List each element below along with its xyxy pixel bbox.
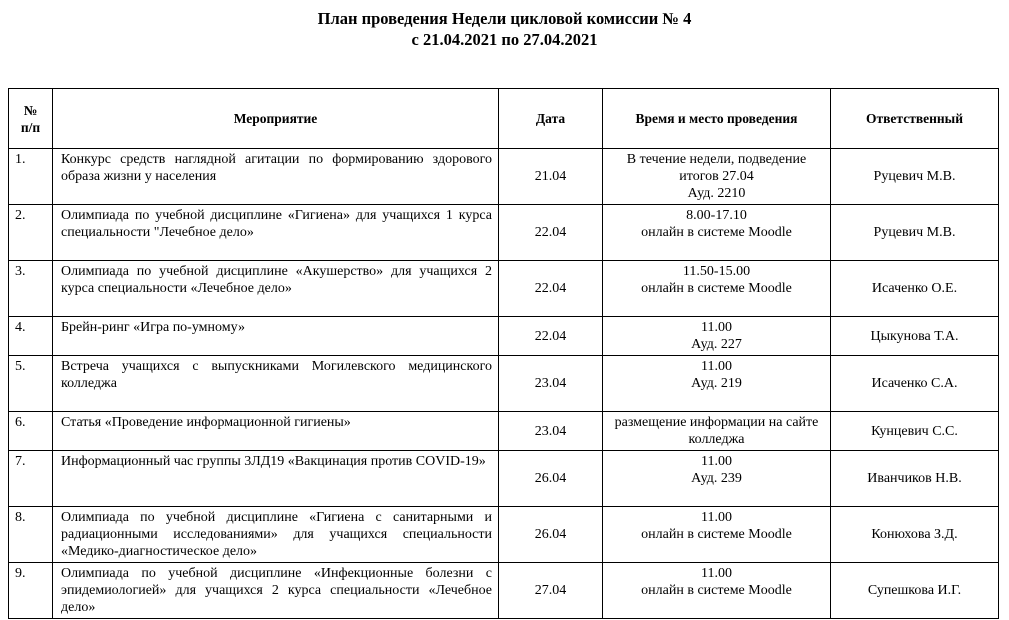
row-responsible: Цыкунова Т.А. xyxy=(831,317,999,356)
row-event: Брейн-ринг «Игра по-умному» xyxy=(53,317,499,356)
row-number: 5. xyxy=(9,356,53,412)
table-header-row xyxy=(9,89,999,149)
row-event: Встреча учащихся с выпускниками Могилевского медицинского колледжа xyxy=(53,356,499,412)
time-place-line: размещение информации на сайте колледжа xyxy=(614,415,819,447)
table-row xyxy=(9,317,999,356)
time-place-line: 11.00 xyxy=(701,510,732,525)
row-event: Олимпиада по учебной дисциплине «Инфекционные болезни с эпидемиологией» для учащихся 2 курса специальности «Лечебное дело» xyxy=(53,563,499,619)
header-num-line-2: п/п xyxy=(20,119,41,135)
row-time-place xyxy=(603,412,831,451)
events-table xyxy=(8,88,999,619)
row-time-place xyxy=(603,356,831,412)
row-time-place xyxy=(603,261,831,317)
title-line-1: План проведения Недели цикловой комиссии № 4 xyxy=(317,9,692,28)
time-place-line: 11.00 xyxy=(701,320,732,335)
row-responsible: Иванчиков Н.В. xyxy=(831,451,999,507)
row-date: 26.04 xyxy=(499,507,603,563)
row-date: 22.04 xyxy=(499,205,603,261)
row-number: 4. xyxy=(9,317,53,356)
row-event: Олимпиада по учебной дисциплине «Гигиена с санитарными и радиационными исследованиями» для учащихся специальности «Медико-диагностическое дело» xyxy=(53,507,499,563)
time-place-line: Ауд. 239 xyxy=(691,471,742,486)
row-date: 21.04 xyxy=(499,149,603,205)
row-responsible: Руцевич М.В. xyxy=(831,205,999,261)
time-place-line: онлайн в системе Moodle xyxy=(641,225,792,240)
time-place-line: 8.00-17.10 xyxy=(686,208,747,223)
header-responsible: Ответственный xyxy=(831,89,999,149)
time-place-line: 11.00 xyxy=(701,566,732,581)
row-number: 7. xyxy=(9,451,53,507)
row-number: 8. xyxy=(9,507,53,563)
document-title xyxy=(0,8,1009,50)
row-time-place xyxy=(603,205,831,261)
row-event: Олимпиада по учебной дисциплине «Гигиена» для учащихся 1 курса специальности "Лечебное дело» xyxy=(53,205,499,261)
table-row xyxy=(9,356,999,412)
time-place-line: онлайн в системе Moodle xyxy=(641,281,792,296)
row-time-place xyxy=(603,317,831,356)
header-num-line-1: № xyxy=(23,102,38,118)
row-date: 22.04 xyxy=(499,317,603,356)
table-row xyxy=(9,507,999,563)
time-place-line: онлайн в системе Moodle xyxy=(641,527,792,542)
table-row xyxy=(9,451,999,507)
row-event: Статья «Проведение информационной гигиены» xyxy=(53,412,499,451)
row-time-place xyxy=(603,507,831,563)
time-place-line: Ауд. 227 xyxy=(691,337,742,352)
table-row xyxy=(9,149,999,205)
row-event: Информационный час группы 3ЛД19 «Вакцинация против COVID-19» xyxy=(53,451,499,507)
table-body xyxy=(9,149,999,619)
row-number: 6. xyxy=(9,412,53,451)
time-place-line: 11.50-15.00 xyxy=(682,264,751,279)
row-responsible: Супешкова И.Г. xyxy=(831,563,999,619)
row-time-place xyxy=(603,451,831,507)
row-date: 23.04 xyxy=(499,412,603,451)
row-date: 27.04 xyxy=(499,563,603,619)
row-responsible: Конюхова З.Д. xyxy=(831,507,999,563)
time-place-line: 11.00 xyxy=(701,359,732,374)
row-date: 23.04 xyxy=(499,356,603,412)
row-number: 3. xyxy=(9,261,53,317)
row-number: 9. xyxy=(9,563,53,619)
row-time-place xyxy=(603,563,831,619)
row-event: Конкурс средств наглядной агитации по формированию здорового образа жизни у населения xyxy=(53,149,499,205)
row-responsible: Исаченко С.А. xyxy=(831,356,999,412)
header-time-place: Время и место проведения xyxy=(603,89,831,149)
time-place-line: В течение недели, подведение итогов 27.04 xyxy=(626,152,807,184)
header-num xyxy=(9,89,53,149)
row-date: 26.04 xyxy=(499,451,603,507)
row-number: 1. xyxy=(9,149,53,205)
time-place-line: 11.00 xyxy=(701,454,732,469)
time-place-line: онлайн в системе Moodle xyxy=(641,583,792,598)
time-place-line: Ауд. 219 xyxy=(691,376,742,391)
row-date: 22.04 xyxy=(499,261,603,317)
title-line-2: с 21.04.2021 по 27.04.2021 xyxy=(411,30,598,49)
table-row xyxy=(9,261,999,317)
row-event: Олимпиада по учебной дисциплине «Акушерство» для учащихся 2 курса специальности «Лечебное дело» xyxy=(53,261,499,317)
row-responsible: Исаченко О.Е. xyxy=(831,261,999,317)
row-number: 2. xyxy=(9,205,53,261)
header-date: Дата xyxy=(499,89,603,149)
table-row xyxy=(9,205,999,261)
table-row xyxy=(9,412,999,451)
row-responsible: Руцевич М.В. xyxy=(831,149,999,205)
header-event: Мероприятие xyxy=(53,89,499,149)
time-place-line: Ауд. 2210 xyxy=(687,186,746,201)
row-time-place xyxy=(603,149,831,205)
row-responsible: Кунцевич С.С. xyxy=(831,412,999,451)
table-row xyxy=(9,563,999,619)
